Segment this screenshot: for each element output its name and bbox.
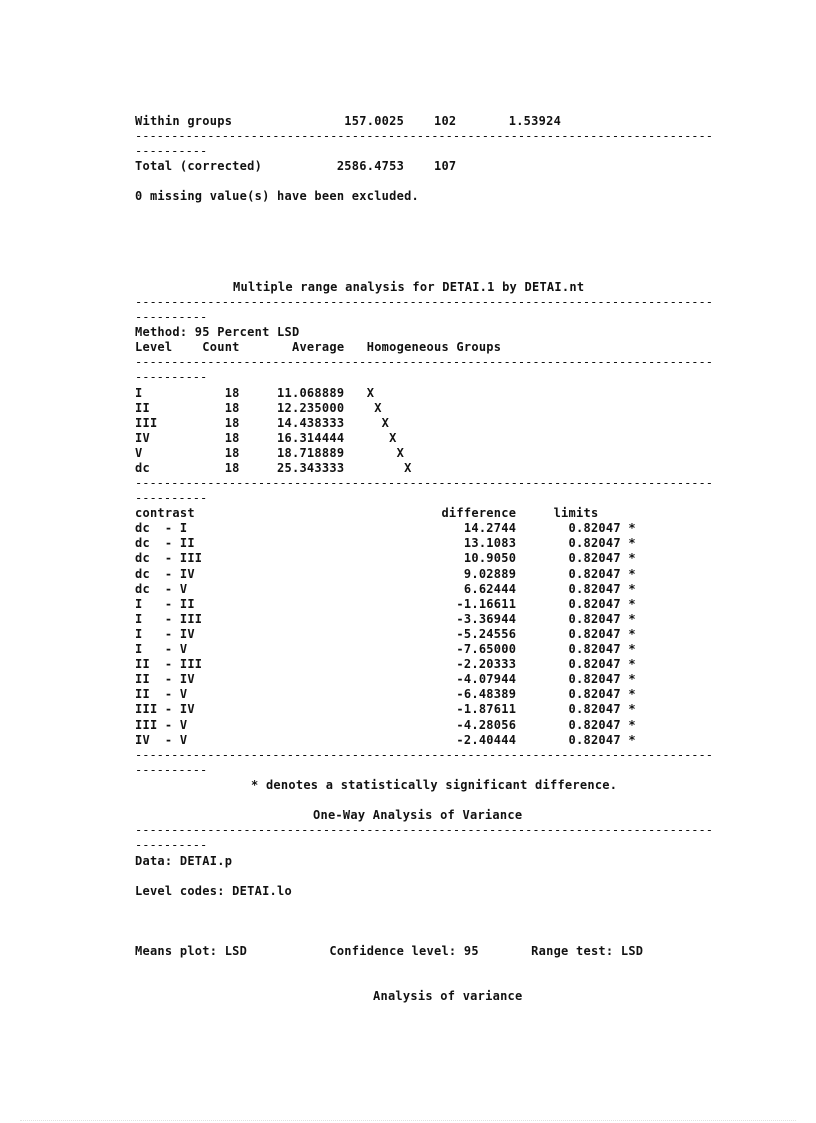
level-row: II 18 12.235000 X: [135, 401, 382, 415]
dash-rule-cont: ----------: [135, 838, 208, 852]
dash-rule-cont: ----------: [135, 491, 208, 505]
range-analysis-title: Multiple range analysis for DETAI.1 by DETAI.nt: [233, 280, 585, 294]
dash-rule: --------------------------------------------------------------------------------: [135, 748, 713, 762]
page-bottom-border: [20, 1120, 796, 1121]
level-row: V 18 18.718889 X: [135, 446, 405, 460]
dash-rule: --------------------------------------------------------------------------------: [135, 355, 713, 369]
contrast-row: I - II -1.16611 0.82047 *: [135, 597, 636, 611]
anova-title: Analysis of variance: [373, 989, 523, 1003]
dash-rule: --------------------------------------------------------------------------------: [135, 476, 713, 490]
contrast-row: I - V -7.65000 0.82047 *: [135, 642, 636, 656]
dash-rule-cont: ----------: [135, 310, 208, 324]
level-row: I 18 11.068889 X: [135, 386, 375, 400]
dash-rule-cont: ----------: [135, 370, 208, 384]
missing-values-note: 0 missing value(s) have been excluded.: [135, 189, 420, 203]
within-groups-row: Within groups 157.0025 102 1.53924: [135, 114, 562, 128]
contrast-row: III - IV -1.87611 0.82047 *: [135, 702, 636, 716]
method-line: Method: 95 Percent LSD: [135, 325, 300, 339]
dash-rule-cont: ----------: [135, 763, 208, 777]
total-corrected-row: Total (corrected) 2586.4753 107: [135, 159, 457, 173]
dash-rule-cont: ----------: [135, 144, 208, 158]
dash-rule: --------------------------------------------------------------------------------: [135, 295, 713, 309]
dash-rule: --------------------------------------------------------------------------------: [135, 129, 713, 143]
contrast-row: I - III -3.36944 0.82047 *: [135, 612, 636, 626]
contrast-row: dc - I 14.2744 0.82047 *: [135, 521, 636, 535]
contrast-row: dc - V 6.62444 0.82047 *: [135, 582, 636, 596]
contrast-table-header: contrast difference limits: [135, 506, 599, 520]
level-row: IV 18 16.314444 X: [135, 431, 397, 445]
contrast-row: III - V -4.28056 0.82047 *: [135, 718, 636, 732]
level-row: dc 18 25.343333 X: [135, 461, 412, 475]
contrast-row: II - III -2.20333 0.82047 *: [135, 657, 636, 671]
contrast-row: II - V -6.48389 0.82047 *: [135, 687, 636, 701]
oneway-title: One-Way Analysis of Variance: [313, 808, 523, 822]
level-row: III 18 14.438333 X: [135, 416, 390, 430]
significance-footnote: * denotes a statistically significant difference.: [251, 778, 618, 792]
data-line: Data: DETAI.p: [135, 854, 233, 868]
level-codes-line: Level codes: DETAI.lo: [135, 884, 292, 898]
dash-rule: --------------------------------------------------------------------------------: [135, 823, 713, 837]
options-line: Means plot: LSD Confidence level: 95 Range test: LSD: [135, 944, 644, 958]
contrast-row: dc - IV 9.02889 0.82047 *: [135, 567, 636, 581]
contrast-row: II - IV -4.07944 0.82047 *: [135, 672, 636, 686]
contrast-row: dc - II 13.1083 0.82047 *: [135, 536, 636, 550]
contrast-row: IV - V -2.40444 0.82047 *: [135, 733, 636, 747]
contrast-row: dc - III 10.9050 0.82047 *: [135, 551, 636, 565]
levels-table-header: Level Count Average Homogeneous Groups: [135, 340, 502, 354]
contrast-row: I - IV -5.24556 0.82047 *: [135, 627, 636, 641]
